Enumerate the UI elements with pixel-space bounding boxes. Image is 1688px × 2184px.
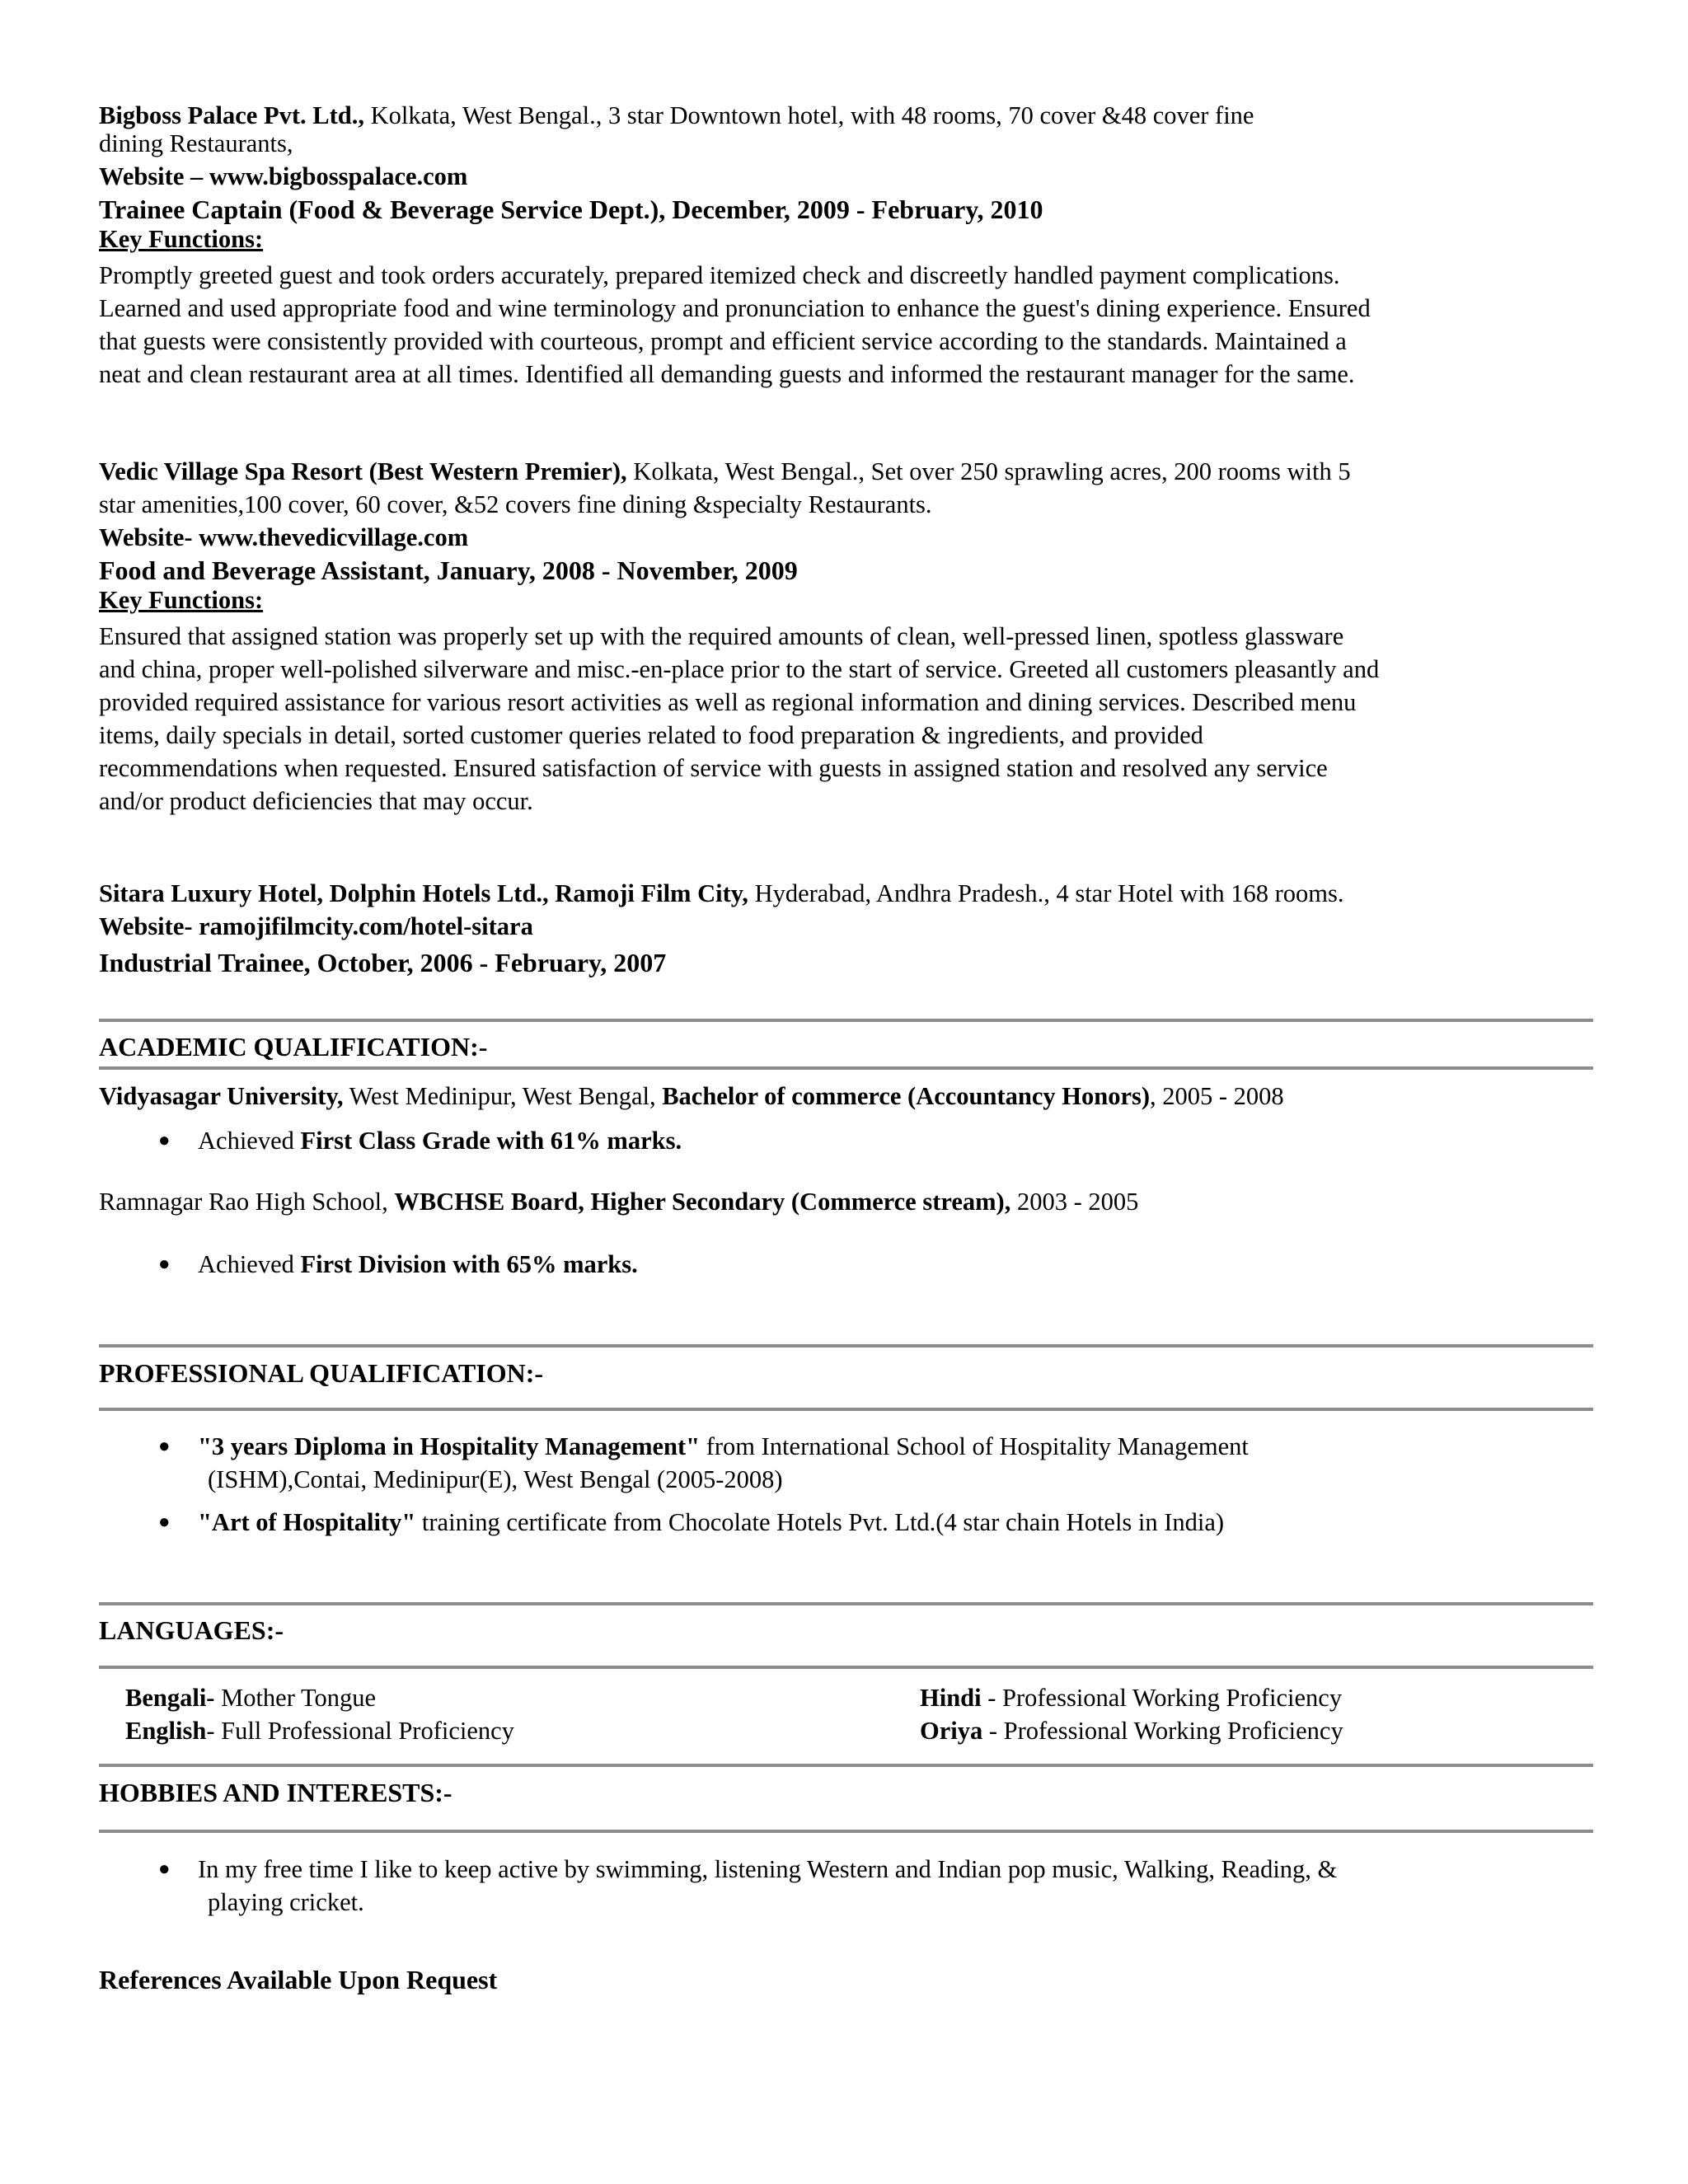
job-title: Food and Beverage Assistant, January, 2008 - November, 2009 [99,555,798,585]
job-entry-bigboss [99,99,1591,391]
section-divider [99,1830,1593,1833]
description-line: and china, proper well-polished silverware and misc.-en-place prior to the start of service. Greeted all customers pleasantly and [99,655,1380,683]
diploma-institute: from International School of Hospitality Management [706,1432,1249,1460]
company-website: Website- ramojifilmcity.com/hotel-sitara [99,912,533,940]
language-item [920,1714,1343,1747]
section-divider [99,1066,1593,1070]
bullet-item [99,1853,1591,1919]
company-name: Sitara Luxury Hotel, Dolphin Hotels Ltd., Ramoji Film City, [99,879,748,907]
diploma-title: "3 years Diploma in Hospitality Management" [198,1432,701,1460]
school-name: Ramnagar Rao High School, [99,1188,388,1216]
language-name: English [125,1717,207,1745]
key-functions-label: Key Functions: [99,586,264,614]
description-line: Ensured that assigned station was properly set up with the required amounts of clean, well-pressed linen, spotless glassware [99,622,1344,650]
bullet-text: Achieved [198,1250,294,1278]
language-name: Hindi [920,1684,982,1712]
company-name: Bigboss Palace Pvt. Ltd., [99,101,364,129]
job-title: Trainee Captain (Food & Beverage Service Dept.), December, 2009 - February, 2010 [99,194,1043,224]
bullet-item [99,1506,1591,1539]
language-name: Oriya [920,1717,983,1745]
description-line: neat and clean restaurant area at all times. Identified all demanding guests and informed the restaurant manager for the same. [99,360,1355,388]
job-description [99,620,1591,818]
language-level: - Full Professional Proficiency [206,1717,514,1745]
company-website: Website – www.bigbosspalace.com [99,162,468,190]
section-divider [99,1764,1593,1767]
university-name: Vidyasagar University, [99,1082,344,1110]
section-divider [99,1602,1593,1605]
university-location: West Medinipur, West Bengal, [349,1082,656,1110]
job-title: Industrial Trainee, October, 2006 - February, 2007 [99,948,667,977]
description-line: Learned and used appropriate food and wine terminology and pronunciation to enhance the guest's dining experience. Ensured [99,294,1371,322]
certificate-title: "Art of Hospitality" [198,1508,416,1536]
job-header [99,455,1591,488]
section-divider [99,1666,1593,1669]
job-description [99,259,1591,391]
school-degree: WBCHSE Board, Higher Secondary (Commerce stream), [394,1188,1011,1216]
references-note: References Available Upon Request [99,1965,498,1994]
company-details: Kolkata, West Bengal., 3 star Downtown hotel, with 48 rooms, 70 cover &48 cover fine [370,101,1254,129]
bullet-item [99,1124,1591,1157]
bullet-text: Achieved [198,1127,294,1155]
professional-heading: PROFESSIONAL QUALIFICATION:- [99,1358,544,1388]
section-divider [99,1019,1593,1022]
description-line: that guests were consistently provided with courteous, prompt and efficient service according to the standards. Maintained a [99,327,1347,355]
bullet-icon: ● [158,1436,171,1457]
language-item [920,1681,1342,1714]
bullet-item [99,1430,1591,1496]
description-line: items, daily specials in detail, sorted customer queries related to food preparation & ingredients, and provided [99,721,1203,749]
key-functions-label: Key Functions: [99,225,264,253]
description-line: and/or product deficiencies that may occur. [99,787,533,815]
description-line: provided required assistance for various resort activities as well as regional information and dining services. Described menu [99,688,1357,716]
hobbies-text: In my free time I like to keep active by swimming, listening Western and Indian pop music, Walking, Reading, & [198,1855,1338,1883]
job-entry-sitara [99,877,1591,979]
section-divider [99,1408,1593,1411]
job-entry-vedic [99,455,1591,818]
certificate-details: training certificate from Chocolate Hotels Pvt. Ltd.(4 star chain Hotels in India) [421,1508,1225,1536]
bullet-icon: ● [158,1511,171,1533]
description-line: Promptly greeted guest and took orders accurately, prepared itemized check and discreetly handled payment complications. [99,261,1340,289]
diploma-location: (ISHM),Contai, Medinipur(E), West Bengal (2005-2008) [208,1465,783,1493]
job-header [99,877,1591,910]
description-line: recommendations when requested. Ensured satisfaction of service with guests in assigned station and resolved any service [99,754,1328,782]
languages-heading: LANGUAGES:- [99,1615,284,1645]
bullet-icon: ● [158,1858,171,1880]
language-item [125,1681,376,1714]
university-degree: Bachelor of commerce (Accountancy Honors) [662,1082,1151,1110]
language-name: Bengali- [125,1684,215,1712]
hobbies-heading: HOBBIES AND INTERESTS:- [99,1778,452,1807]
university-years: , 2005 - 2008 [1150,1082,1284,1110]
bullet-highlight: First Class Grade with 61% marks. [300,1127,682,1155]
school-years: 2003 - 2005 [1016,1188,1139,1216]
language-level: - Professional Working Proficiency [987,1684,1343,1712]
school-entry [99,1185,1591,1218]
company-website: Website- www.thevedicvillage.com [99,523,469,551]
section-divider [99,1344,1593,1347]
bullet-icon: ● [158,1254,171,1275]
language-item [125,1714,514,1747]
company-details-cont: dining Restaurants, [99,129,293,157]
university-entry [99,1080,1591,1113]
language-level: - Professional Working Proficiency [988,1717,1343,1745]
company-details: Kolkata, West Bengal., Set over 250 sprawling acres, 200 rooms with 5 [633,457,1351,485]
company-name: Vedic Village Spa Resort (Best Western Premier), [99,457,627,485]
bullet-icon: ● [158,1130,171,1151]
bullet-highlight: First Division with 65% marks. [300,1250,638,1278]
company-details: Hyderabad, Andhra Pradesh., 4 star Hotel with 168 rooms. [754,879,1344,907]
language-level: Mother Tongue [221,1684,376,1712]
hobbies-text: playing cricket. [208,1888,364,1916]
bullet-item [99,1248,1591,1281]
company-details-cont: star amenities,100 cover, 60 cover, &52 covers fine dining &specialty Restaurants. [99,490,932,518]
academic-heading: ACADEMIC QUALIFICATION:- [99,1032,488,1062]
